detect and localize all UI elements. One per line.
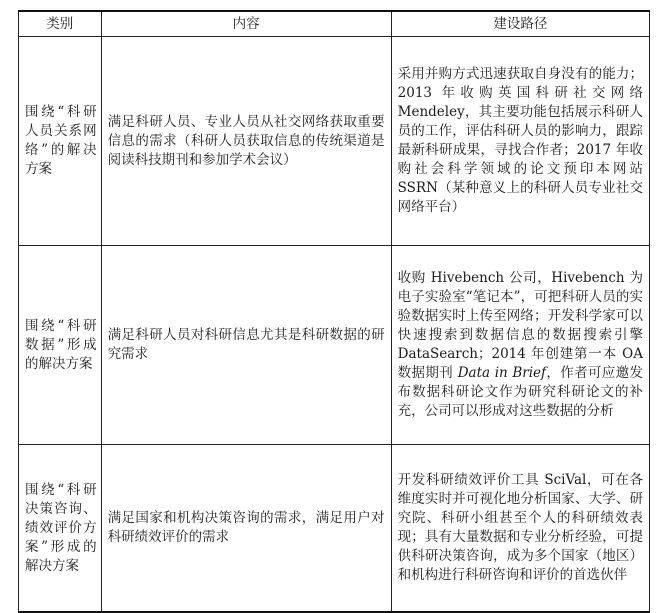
row-category: 围绕“科研人员关系网络”的解决方案 — [19, 37, 102, 246]
row-category: 围绕“科研决策咨询、绩效评价方案”形成的解决方案 — [19, 445, 102, 613]
row-path — [391, 246, 649, 445]
header-category: 类别 — [19, 11, 102, 37]
table-row — [19, 445, 650, 613]
row-content: 满足科研人员、专业人员从社交网络获取重要信息的需求（科研人员获取信息的传统渠道是阅读科技期刊和参加学术会议） — [101, 37, 391, 246]
row-content: 满足国家和机构决策咨询的需求，满足用户对科研绩效评价的需求 — [101, 445, 391, 613]
table-header-row — [19, 11, 650, 37]
row-category: 围绕“科研数据”形成的解决方案 — [19, 246, 102, 445]
row-content: 满足科研人员对科研信息尤其是科研数据的研究需求 — [101, 246, 391, 445]
table-row — [19, 37, 650, 246]
row-path: 采用并购方式迅速获取自身没有的能力；2013 年收购英国科研社交网络 Mendeley，其主要功能包括展示科研人员的工作，评估科研人员的影响力，跟踪最新科研成果，寻找合作者；2017 年收购社会科学领域的论文预印本网站 SSRN（某种意义上的科研人员专业社交网络平台） — [391, 37, 649, 246]
table-row — [19, 246, 650, 445]
path-text-before: 收购 Hivebench 公司，Hivebench 为电子实验室“笔记本”，可把科研人员的实验数据实时上传至网络；开发科学家可以快速搜索到数据信息的数据搜索引擎 DataSearch；2014 年创建第一本 OA 数据期刊 — [397, 270, 643, 381]
journal-title: Data in Brief — [457, 365, 547, 381]
solutions-table — [18, 10, 650, 613]
row-path: 开发科研绩效评价工具 SciVal，可在各维度实时并可视化地分析国家、大学、研究院、科研小组甚至个人的科研绩效表现；具有大量数据和专业分析经验，可提供科研决策咨询，成为多个国家（地区）和机构进行科研咨询和评价的首选伙伴 — [391, 445, 649, 613]
path-text-after: ，作者可应邀发布数据科研论文作为研究科研论文的补充，公司可以形成对这些数据的分析 — [397, 365, 644, 419]
header-content: 内容 — [101, 11, 391, 37]
header-path: 建设路径 — [391, 11, 649, 37]
